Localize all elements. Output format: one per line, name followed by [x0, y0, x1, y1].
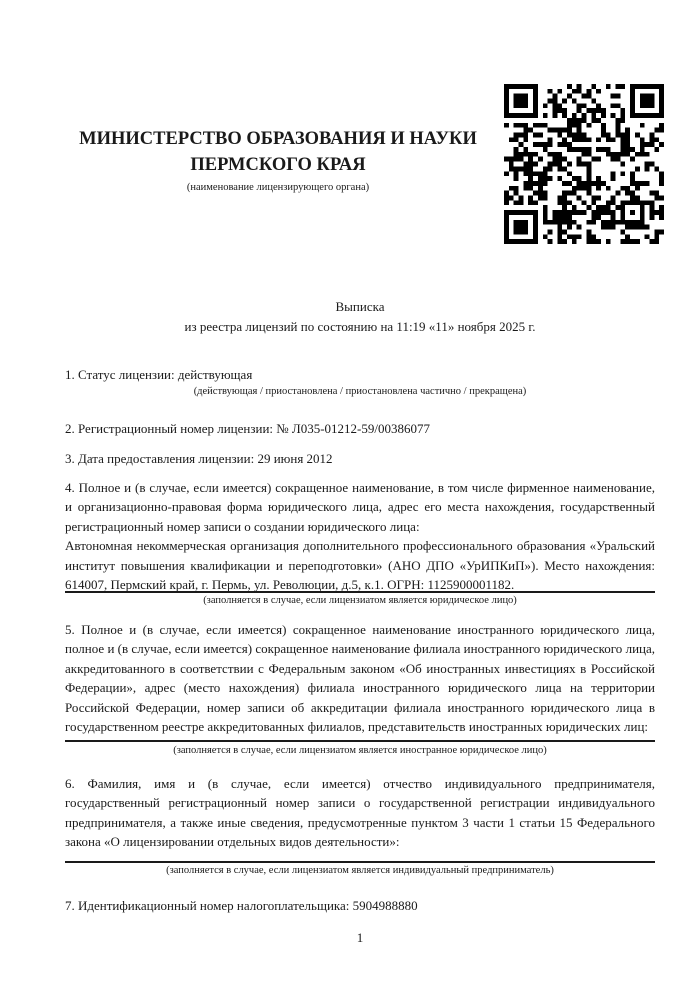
licensing-authority-caption: (наименование лицензирующего органа) [186, 182, 370, 193]
item-6-fill-line [65, 861, 655, 863]
document-title-line2: из реестра лицензий по состоянию на 11:19 «11» ноября 2025 г. [184, 318, 536, 334]
page-number: 1 [356, 930, 364, 945]
item-4-legal-entity-label: 4. Полное и (в случае, если имеется) сокращенное наименование, в том числе фирменное наименование, и организационно-правовая форма юридического лица, адрес его места нахождения, государственный регистрационный номер записи о создании юридического лица: [65, 479, 655, 534]
item-4-legal-entity-value: Автономная некоммерческая организация дополнительного профессионального образования «Уральский институт повышения квалификации и переподготовки» (АНО ДПО «УрИПКиП»). Место нахождения: 614007, Пермский край, г. Пермь, ул. Революции, д.5, к.1. ОГРН: 1125900001182. [65, 538, 655, 592]
ministry-name-line2: ПЕРМСКОГО КРАЯ [190, 155, 366, 175]
item-5-foreign-entity-label: 5. Полное и (в случае, если имеется) сокращенное наименование иностранного юридического лица, полное и (в случае, если имеется) сокращенное наименование филиала иностранного юридического лица, аккредитованного в соответствии с Федеральным законом «Об иностранных инвестициях в Российской Федерации», адрес (место нахождения) филиала иностранного юридического лица на территории Российской Федерации, номер записи об аккредитации филиала иностранного юридического лица в государственном реестре аккредитованных филиалов, представительств иностранных юридических лиц: [65, 621, 655, 734]
document-title [65, 297, 655, 336]
document-title-line1: Выписка [335, 299, 385, 314]
document-body [65, 0, 655, 948]
ministry-name-line1: МИНИСТЕРСТВО ОБРАЗОВАНИЯ И НАУКИ [79, 129, 477, 149]
item-6-entrepreneur-label: 6. Фамилия, имя и (в случае, если имеется) отчество индивидуального предпринимателя, государственный регистрационный номер записи о государственной регистрации индивидуального предпринимателя, а также иные сведения, предусмотренные пунктом 3 части 1 статьи 15 Федерального закона «О лицензировании отдельных видов деятельности»: [65, 775, 655, 849]
item-1-license-status: 1. Статус лицензии: действующая [65, 367, 253, 382]
item-3-license-date: 3. Дата предоставления лицензии: 29 июня 2012 [65, 451, 333, 466]
item-1-caption: (действующая / приостановлена / приостановлена частично / прекращена) [193, 385, 527, 397]
item-2-registration-number: 2. Регистрационный номер лицензии: № Л035-01212-59/00386077 [65, 420, 431, 436]
item-4-caption: (заполняется в случае, если лицензиатом является юридическое лицо) [203, 594, 517, 606]
item-6-caption: (заполняется в случае, если лицензиатом является индивидуальный предприниматель) [166, 864, 554, 876]
item-5-fill-line [65, 740, 655, 742]
item-7-taxpayer-id: 7. Идентификационный номер налогоплательщика: 5904988880 [65, 897, 418, 913]
item-5-caption: (заполняется в случае, если лицензиатом является иностранное юридическое лицо) [173, 744, 547, 756]
